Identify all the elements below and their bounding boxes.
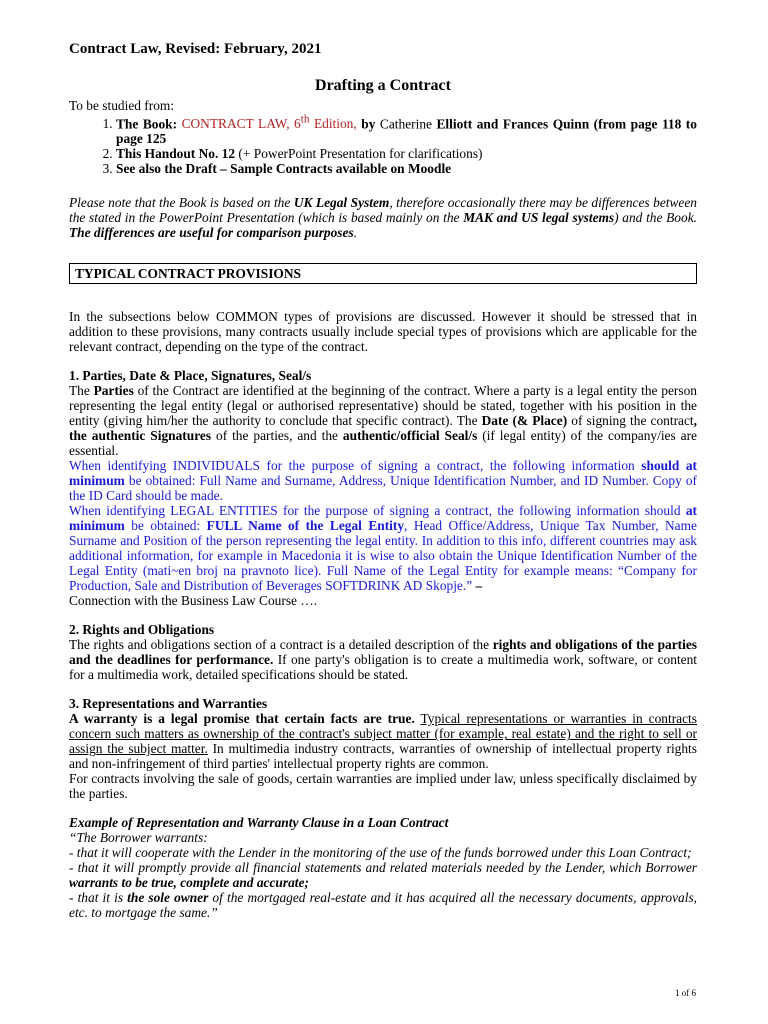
- reading-item-moodle: [116, 161, 697, 176]
- author-first: Catherine: [379, 116, 432, 132]
- moodle-note: See also the Draft – Sample Contracts available on Moodle: [116, 161, 452, 177]
- section-1-paragraph: The Parties of the Contract are identified at the beginning of the contract. Where a party is a legal entity the person representing the legal entity (legal or authorised representative) should be stated, together with his position in the entity (giving him/her the authority to conclude that specific contract). The Date (& Place) of signing the contract, the authentic Signatures of the parties, and the authentic/official Seal/s (if legal entity) of the company/ies are essential.: [69, 383, 697, 459]
- example-line-4: - that it is the sole owner of the mortgaged real-estate and it has acquired all the necessary documents, approvals, etc. to mortgage the same.”: [69, 890, 697, 921]
- by-label: by: [361, 116, 376, 132]
- example-line-3: - that it will promptly provide all financial statements and related materials needed by the Lender, which Borrower warrants to be true, complete and accurate;: [69, 860, 697, 891]
- section-2-heading: 2. Rights and Obligations: [69, 622, 215, 638]
- handout-label: This Handout No. 12: [116, 146, 236, 162]
- implied-warranties-paragraph: For contracts involving the sale of goods, certain warranties are implied under law, unless specifically disclaimed by the parties.: [69, 771, 697, 802]
- reading-list: [69, 113, 697, 176]
- legal-system-note: Please note that the Book is based on the UK Legal System, therefore occasionally there may be differences between the stated in the PowerPoint Presentation (which is based mainly on the MAK and US legal systems) and the Book. The differences are useful for comparison purposes.: [69, 195, 698, 241]
- individuals-paragraph: When identifying INDIVIDUALS for the purpose of signing a contract, the following information should at minimum be obtained: Full Name and Surname, Address, Unique Identification Number, and ID Number. Copy of the ID Card should be made.: [69, 458, 697, 504]
- example-line-1: “The Borrower warrants:: [69, 830, 208, 846]
- page-title: Drafting a Contract: [315, 77, 451, 94]
- handout-note: (+ PowerPoint Presentation for clarifications): [235, 146, 483, 162]
- example-line-2: - that it will cooperate with the Lender in the monitoring of the use of the funds borrowed under this Loan Contract;: [69, 845, 692, 861]
- reading-item-handout: [116, 146, 697, 161]
- example-clause: [69, 830, 697, 920]
- legal-entities-paragraph: When identifying LEGAL ENTITIES for the purpose of signing a contract, the following information should at minimum be obtained: FULL Name of the Legal Entity, Head Office/Address, Unique Tax Number, Name Surname and Position of the person representing the legal entity. In addition to this info, different countries may ask additional information, for example in Macedonia it is wise to also obtain the Unique Identification Number of the Legal Entity (mati~en broj na pravnoto lice). Full Name of the Legal Entity for example means: “Company for Production, Sale and Distribution of Beverages SOFTDRINK AD Skopje.” –: [69, 503, 697, 594]
- study-intro: To be studied from:: [69, 98, 175, 113]
- intro-paragraph: In the subsections below COMMON types of provisions are discussed. However it should be stressed that in addition to these provisions, many contracts usually include special types of provisions which are applicable for the relevant contract, depending on the type of the contract.: [69, 309, 697, 355]
- authors-and-pages: Elliott and Frances Quinn (from page 118 to page 125: [116, 116, 697, 147]
- section-banner: [69, 263, 697, 284]
- example-heading: Example of Representation and Warranty Clause in a Loan Contract: [69, 815, 449, 831]
- reading-item-book: [116, 113, 697, 146]
- section-3-paragraph: A warranty is a legal promise that certain facts are true. Typical representations or warranties in contracts concern such matters as ownership of the contract's subject matter (for example, real estate) and the right to sell or assign the subject matter. In multimedia industry contracts, warranties of ownership of intellectual property rights and non-infringement of third parties' intellectual property rights are common.: [69, 711, 697, 772]
- book-label: The Book:: [116, 116, 178, 132]
- section-2-paragraph: The rights and obligations section of a contract is a detailed description of the rights and obligations of the parties and the deadlines for performance. If one party's obligation is to create a multimedia work, software, or content for a multimedia work, detailed specifications should be stated.: [69, 637, 697, 683]
- document-header: Contract Law, Revised: February, 2021: [69, 41, 322, 57]
- book-title: CONTRACT LAW, 6th Edition,: [181, 114, 357, 132]
- business-law-connection: Connection with the Business Law Course ….: [69, 593, 318, 609]
- section-banner-title: TYPICAL CONTRACT PROVISIONS: [75, 266, 301, 282]
- section-1-heading: 1. Parties, Date & Place, Signatures, Seal/s: [69, 368, 312, 384]
- document-page: [69, 40, 697, 920]
- page-number: 1 of 6: [675, 988, 696, 998]
- section-3-heading: 3. Representations and Warranties: [69, 696, 268, 712]
